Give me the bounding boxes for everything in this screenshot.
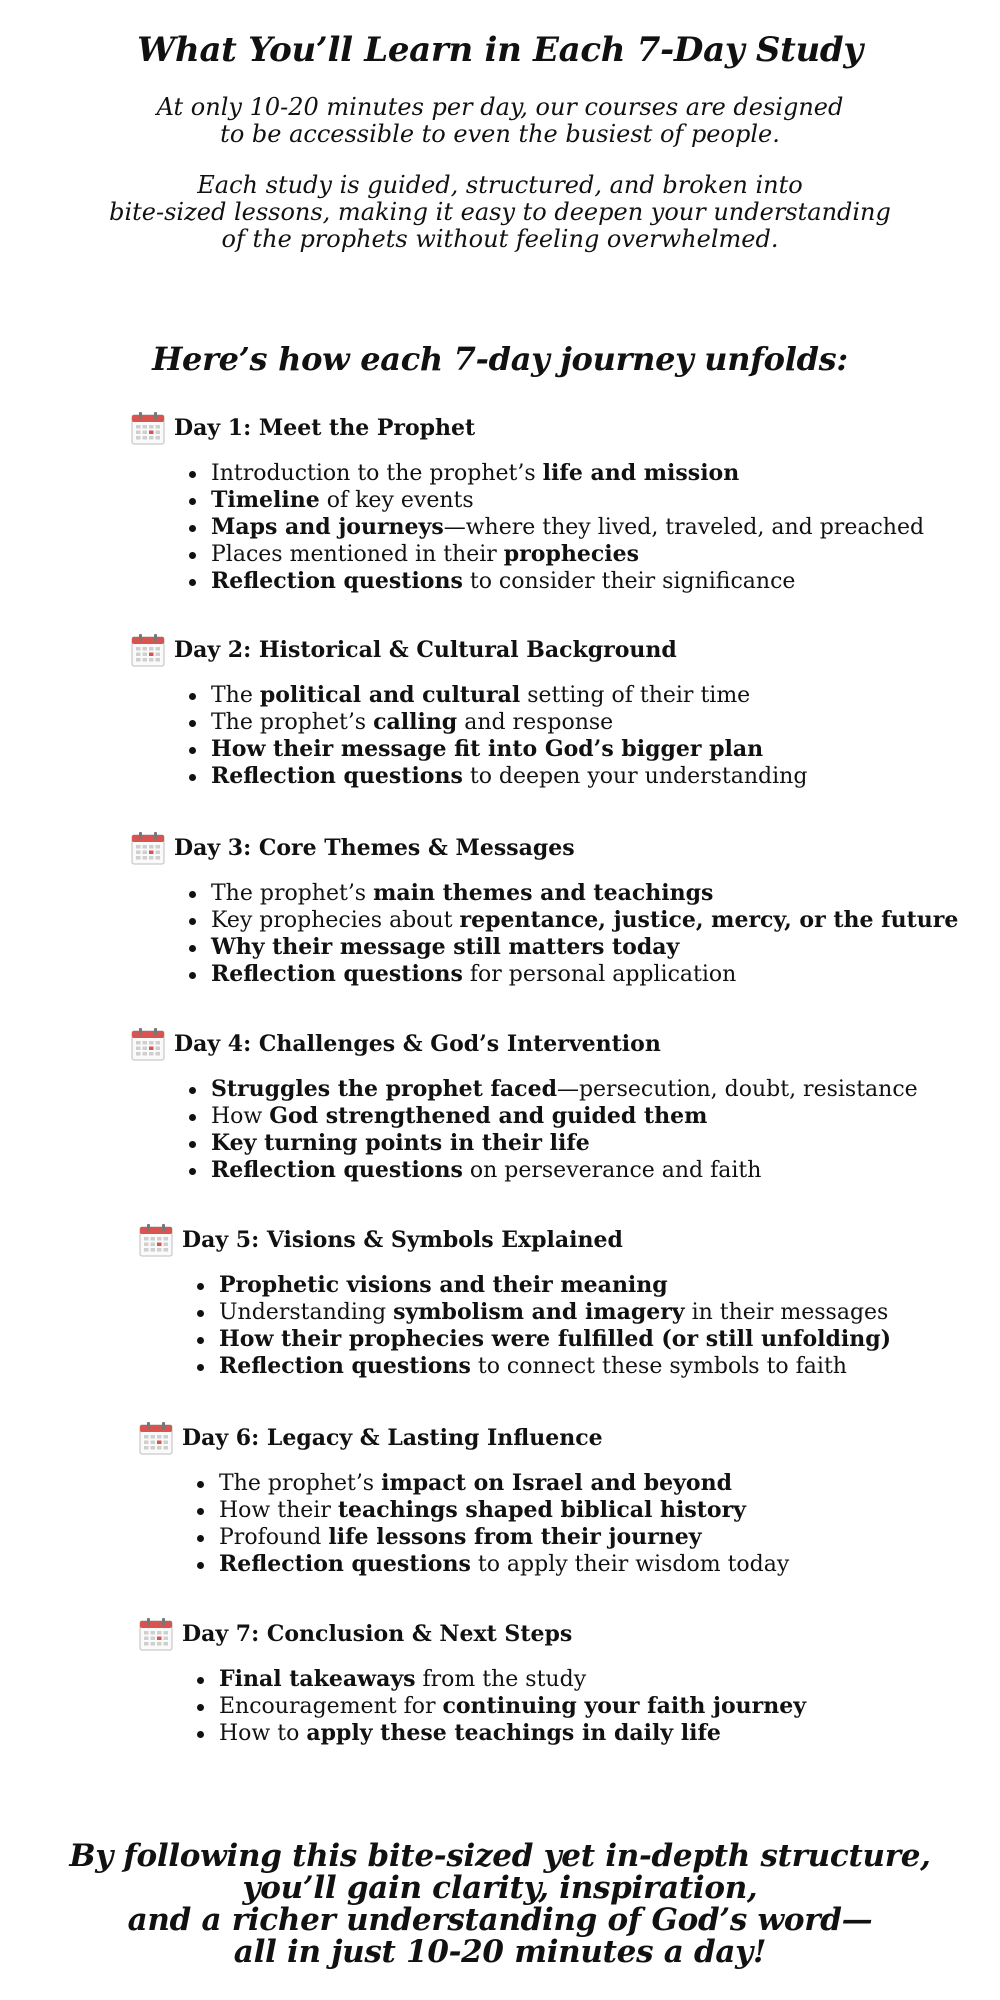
- list-item: [211, 1103, 918, 1130]
- intro-2-line-2: bite-sized lessons, making it easy to deepen your understanding: [109, 198, 891, 226]
- bold-text: impact on Israel and beyond: [381, 1470, 732, 1496]
- text: to connect these symbols to faith: [470, 1354, 847, 1379]
- bold-text: calling: [373, 709, 458, 735]
- day-topic-list: [130, 460, 924, 595]
- text: from the study: [415, 1667, 587, 1692]
- text: and response: [457, 710, 614, 735]
- list-item: [219, 1693, 806, 1720]
- day-title: Day 3: Core Themes & Messages: [174, 835, 575, 861]
- bold-text: Reflection questions: [211, 1157, 463, 1183]
- day-title: Day 4: Challenges & God’s Intervention: [174, 1031, 661, 1057]
- bold-text: God strengthened and guided them: [269, 1103, 708, 1129]
- bold-text: Reflection questions: [219, 1353, 471, 1379]
- text: Profound: [219, 1525, 329, 1550]
- list-item: [211, 880, 958, 907]
- calendar-icon: [138, 1222, 174, 1258]
- text: How their: [219, 1498, 338, 1523]
- day-header: [130, 1026, 918, 1062]
- text: How to: [219, 1721, 307, 1746]
- list-item: [211, 487, 924, 514]
- day-topic-list: [130, 682, 807, 790]
- text: to apply their wisdom today: [470, 1552, 790, 1577]
- closing-line-1: By following this bite-sized yet in-depth structure,: [69, 1838, 931, 1874]
- intro-1-line-2: to be accessible to even the busiest of people.: [220, 120, 780, 148]
- bold-text: repentance, justice, mercy, or the future: [459, 907, 959, 933]
- list-item: [219, 1326, 891, 1353]
- list-item: [219, 1272, 891, 1299]
- day-section-1: [130, 410, 924, 595]
- intro-1-line-1: At only 10-20 minutes per day, our courses are designed: [156, 93, 844, 121]
- day-title: Day 5: Visions & Symbols Explained: [182, 1227, 623, 1253]
- day-topic-list: [138, 1470, 789, 1578]
- day-title: Day 1: Meet the Prophet: [174, 415, 476, 441]
- text: —where they lived, traveled, and preached: [443, 515, 925, 540]
- bold-text: Reflection questions: [211, 763, 463, 789]
- day-header: [138, 1616, 806, 1652]
- list-item: [211, 907, 958, 934]
- calendar-icon: [130, 830, 166, 866]
- calendar-icon: [138, 1616, 174, 1652]
- day-header: [130, 830, 958, 866]
- list-item: [211, 1076, 918, 1103]
- text: —persecution, doubt, resistance: [556, 1077, 918, 1102]
- bold-text: Final takeaways: [219, 1666, 416, 1692]
- list-item: [219, 1470, 789, 1497]
- journey-heading: Here’s how each 7-day journey unfolds:: [152, 340, 848, 378]
- list-item: [211, 1157, 918, 1184]
- text: How: [211, 1104, 270, 1129]
- intro-2-line-3: of the prophets without feeling overwhelmed.: [221, 225, 779, 253]
- list-item: [211, 736, 807, 763]
- bold-text: prophecies: [503, 541, 639, 567]
- text: Places mentioned in their: [211, 542, 504, 567]
- day-topic-list: [138, 1666, 806, 1747]
- day-topic-list: [130, 1076, 918, 1184]
- day-title: Day 2: Historical & Cultural Background: [174, 637, 677, 663]
- intro-2-line-1: Each study is guided, structured, and broken into: [197, 171, 803, 199]
- bold-text: Timeline: [211, 487, 320, 513]
- list-item: [219, 1666, 806, 1693]
- list-item: [219, 1353, 891, 1380]
- list-item: [211, 568, 924, 595]
- list-item: [211, 460, 924, 487]
- text: The prophet’s: [219, 1471, 382, 1496]
- list-item: [211, 1130, 918, 1157]
- list-item: [211, 709, 807, 736]
- list-item: [219, 1299, 891, 1326]
- bold-text: Reflection questions: [211, 568, 463, 594]
- calendar-icon: [130, 410, 166, 446]
- bold-text: continuing your faith journey: [442, 1693, 807, 1719]
- day-section-3: [130, 830, 958, 988]
- bold-text: Why their message still matters today: [211, 934, 680, 960]
- bold-text: apply these teachings in daily life: [306, 1720, 721, 1746]
- text: The: [211, 683, 260, 708]
- text: of key events: [319, 488, 474, 513]
- text: The prophet’s: [211, 710, 374, 735]
- text: for personal application: [462, 962, 737, 987]
- day-topic-list: [138, 1272, 891, 1380]
- closing-line-4: all in just 10-20 minutes a day!: [233, 1934, 767, 1970]
- day-section-4: [130, 1026, 918, 1184]
- bold-text: life lessons from their journey: [328, 1524, 702, 1550]
- closing-line-2: you’ll gain clarity, inspiration,: [242, 1870, 758, 1906]
- list-item: [219, 1524, 789, 1551]
- list-item: [211, 961, 958, 988]
- bold-text: How their prophecies were fulfilled (or still unfolding): [219, 1326, 892, 1352]
- calendar-icon: [130, 1026, 166, 1062]
- intro-paragraph-2: [0, 172, 1000, 253]
- text: to consider their significance: [462, 569, 796, 594]
- bold-text: Reflection questions: [211, 961, 463, 987]
- text: to deepen your understanding: [462, 764, 808, 789]
- list-item: [211, 541, 924, 568]
- day-section-7: [138, 1616, 806, 1747]
- text: Introduction to the prophet’s: [211, 461, 543, 486]
- bold-text: life and mission: [542, 460, 740, 486]
- text: on perseverance and faith: [462, 1158, 762, 1183]
- text: Key prophecies about: [211, 908, 460, 933]
- bold-text: Maps and journeys: [211, 514, 444, 540]
- day-header: [138, 1222, 891, 1258]
- day-title: Day 7: Conclusion & Next Steps: [182, 1621, 573, 1647]
- bold-text: Key turning points in their life: [211, 1130, 590, 1156]
- list-item: [211, 934, 958, 961]
- text: setting of their time: [520, 683, 751, 708]
- closing-statement: [0, 1840, 1000, 1968]
- day-header: [130, 410, 924, 446]
- day-section-5: [138, 1222, 891, 1380]
- list-item: [211, 763, 807, 790]
- calendar-icon: [138, 1420, 174, 1456]
- bold-text: Struggles the prophet faced: [211, 1076, 557, 1102]
- list-item: [211, 514, 924, 541]
- bold-text: political and cultural: [259, 682, 521, 708]
- day-title: Day 6: Legacy & Lasting Influence: [182, 1425, 603, 1451]
- bold-text: How their message fit into God’s bigger plan: [211, 736, 764, 762]
- page-title: What You’ll Learn in Each 7-Day Study: [137, 30, 863, 70]
- closing-line-3: and a richer understanding of God’s word—: [127, 1902, 873, 1938]
- bold-text: teachings shaped biblical history: [337, 1497, 746, 1523]
- day-header: [130, 632, 807, 668]
- list-item: [211, 682, 807, 709]
- text: Encouragement for: [219, 1694, 443, 1719]
- day-topic-list: [130, 880, 958, 988]
- day-section-6: [138, 1420, 789, 1578]
- text: in their messages: [684, 1300, 889, 1325]
- intro-paragraph-1: [0, 94, 1000, 148]
- list-item: [219, 1551, 789, 1578]
- list-item: [219, 1720, 806, 1747]
- text: The prophet’s: [211, 881, 374, 906]
- bold-text: Prophetic visions and their meaning: [219, 1272, 668, 1298]
- calendar-icon: [130, 632, 166, 668]
- day-header: [138, 1420, 789, 1456]
- bold-text: main themes and teachings: [373, 880, 714, 906]
- bold-text: Reflection questions: [219, 1551, 471, 1577]
- day-section-2: [130, 632, 807, 790]
- bold-text: symbolism and imagery: [393, 1299, 685, 1325]
- list-item: [219, 1497, 789, 1524]
- text: Understanding: [219, 1300, 394, 1325]
